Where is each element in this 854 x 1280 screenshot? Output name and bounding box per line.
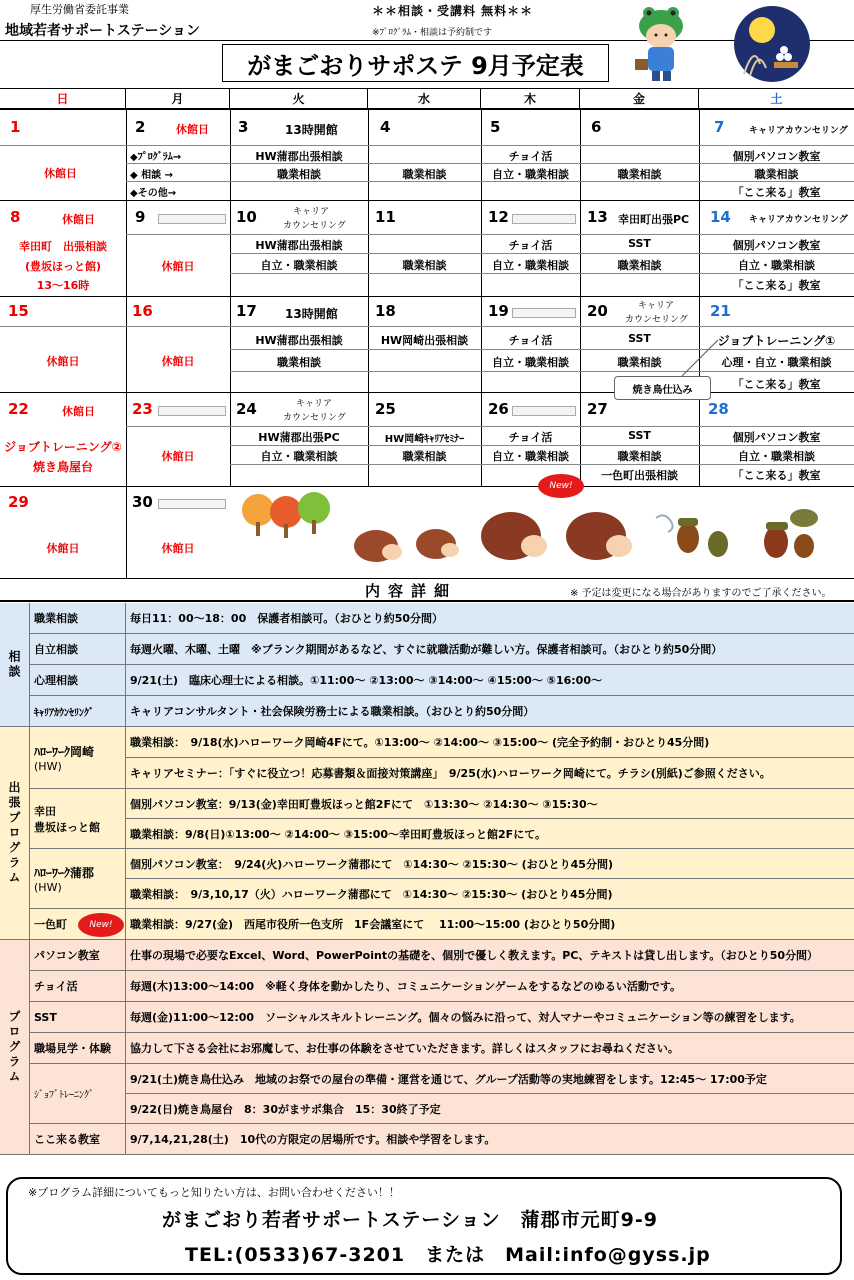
- date-3: 3: [238, 118, 249, 136]
- detail-hw-okazaki-1: 職業相談： 9/18(水)ハローワーク岡崎4Fにて。①13:00～ ②14:00～ ③15:00～ (完全予約制・おひとり45分間): [126, 727, 854, 758]
- new-badge-isshiki: New!: [538, 474, 584, 498]
- dow-mon: 月: [126, 88, 230, 110]
- event-26-choikatsu: チョイ活: [508, 431, 553, 444]
- cat-workplace: 職場見学・体験: [30, 1033, 126, 1064]
- event-20-sst: SST: [628, 332, 651, 345]
- date-1: 1: [10, 118, 21, 136]
- cat-hw-okazaki: ﾊﾛｰﾜｰｸ岡崎 (HW): [30, 727, 126, 789]
- cat-shinri: 心理相談: [30, 665, 126, 696]
- closed-label-23: 休館日: [161, 450, 195, 463]
- event-11-consult: 職業相談: [402, 259, 447, 272]
- date-8: 8: [10, 208, 21, 226]
- date-2: 2: [135, 118, 146, 136]
- org-label: 地域若者サポートステーション: [5, 23, 201, 39]
- closed-label-1: 休館日: [44, 167, 77, 180]
- title-box: [222, 44, 609, 82]
- event-21-consult: 心理・自立・職業相談: [721, 356, 832, 369]
- open-13-label-3: 13時開館: [285, 123, 338, 137]
- event-20-consult: 職業相談: [617, 356, 662, 369]
- event-24-hw: HW蒲郡出張PC: [258, 431, 340, 444]
- closed-label-16: 休館日: [161, 355, 195, 368]
- detail-jobtraining-1: 9/21(土)焼き鳥仕込み 地域のお祭での屋台の準備・運営を通じて、グループ活動等の実地練習をします。12:45～ 17:00予定: [126, 1064, 854, 1094]
- event-24-consult: 自立・職業相談: [260, 450, 338, 463]
- pc-koda-13: 幸田町出張PC: [618, 213, 690, 226]
- date-17: 17: [236, 302, 257, 320]
- event-12-choikatsu: チョイ活: [508, 239, 553, 252]
- event-22-yakitori: 焼き鳥屋台: [32, 460, 93, 474]
- date-4: 4: [380, 118, 391, 136]
- event-18-hw: HW岡崎出張相談: [380, 334, 469, 347]
- date-24: 24: [236, 400, 257, 418]
- career-counseling-7: キャリアカウンセリング: [749, 126, 848, 136]
- event-6-consult: 職業相談: [617, 168, 662, 181]
- dow-tue: 火: [230, 88, 368, 110]
- cat-jiritsu: 自立相談: [30, 634, 126, 665]
- legend-program: ◆ﾌﾟﾛｸﾞﾗﾑ→: [130, 152, 182, 163]
- date-28: 28: [708, 400, 729, 418]
- career-label-24b: カウンセリング: [283, 413, 346, 423]
- event-7-pc: 個別パソコン教室: [732, 150, 821, 163]
- event-19-choikatsu: チョイ活: [508, 334, 553, 347]
- group-consultation: 相談: [0, 603, 30, 727]
- career-label-20a: キャリア: [638, 301, 675, 311]
- sponsor-label: 厚生労働省委託事業: [30, 3, 129, 16]
- event-27-isshiki: 一色町出張相談: [601, 469, 678, 482]
- event-28-pc: 個別パソコン教室: [732, 431, 821, 444]
- event-10-hw: HW蒲郡出張相談: [255, 239, 343, 252]
- detail-hw-gamagori-2: 職業相談： 9/3,10,17（火）ハローワーク蒲郡にて ①14:30～ ②15:30～ (おひとり45分間): [126, 879, 854, 909]
- cat-choikatsu: チョイ活: [30, 971, 126, 1002]
- detail-pc: 仕事の現場で必要なExcel、Word、PowerPointの基礎を、個別で優しく教えます。PC、テキストは貸し出します。（おひとり50分間）: [126, 940, 854, 971]
- detail-koda-1: 個別パソコン教室：9/13(金)幸田町豊坂ほっと館2Fにて ①13:30～ ②14:30～ ③15:30～: [126, 789, 854, 819]
- detail-shinri: 9/21(土) 臨床心理士による相談。①11:00～ ②13:00～ ③14:00～ ④15:00～ ⑤16:00～: [126, 665, 854, 696]
- career-label-10a: キャリア: [293, 207, 330, 217]
- event-12-consult: 自立・職業相談: [492, 259, 569, 272]
- event-14-pc: 個別パソコン教室: [732, 239, 821, 252]
- event-4-consult: 職業相談: [402, 168, 447, 181]
- date-14: 14: [710, 208, 731, 226]
- details-change-note: ※ 予定は変更になる場合がありますのでご了承ください。: [570, 588, 832, 599]
- closed-label-22: 休館日: [62, 405, 95, 418]
- event-19-consult: 自立・職業相談: [492, 356, 569, 369]
- event-3-hw: HW蒲郡出張相談: [255, 150, 343, 163]
- date-9: 9: [135, 208, 146, 226]
- detail-career: キャリアコンサルタント・社会保険労務士による職業相談。（おひとり約50分間）: [126, 696, 854, 727]
- free-notice: ＊＊相談・受講料 無料＊＊: [372, 4, 534, 18]
- reservation-notice: ※ﾌﾟﾛｸﾞﾗﾑ・相談は予約制です: [372, 28, 493, 38]
- cat-shokugyo: 職業相談: [30, 603, 126, 634]
- legend-consult: ◆ 相談 →: [130, 170, 174, 181]
- closed-label-29: 休館日: [46, 542, 80, 555]
- callout-pointer: [680, 338, 720, 378]
- footer-org-address: がまごおり若者サポートステーション 蒲郡市元町9-9: [162, 1209, 658, 1231]
- detail-isshiki: 職業相談：9/27(金) 西尾市役所一色支所 1F会議室にて 11:00～15:00 (おひとり50分間): [126, 909, 854, 940]
- dow-sun: 日: [0, 88, 126, 110]
- date-20: 20: [587, 302, 608, 320]
- date-19: 19: [488, 302, 509, 320]
- career-label-20b: カウンセリング: [625, 315, 688, 325]
- date-26: 26: [488, 400, 509, 418]
- event-10-consult: 自立・職業相談: [260, 259, 338, 272]
- date-27: 27: [587, 400, 608, 418]
- date-25: 25: [375, 400, 396, 418]
- event-17-consult: 職業相談: [277, 356, 321, 369]
- date-29: 29: [8, 493, 29, 511]
- cat-career: ｷｬﾘｱｶｳﾝｾﾘﾝｸﾞ: [30, 696, 126, 727]
- event-26-consult: 自立・職業相談: [492, 450, 569, 463]
- closed-label-15: 休館日: [46, 355, 80, 368]
- career-label-24a: キャリア: [296, 399, 333, 409]
- date-7: 7: [714, 118, 725, 136]
- legend-other: ◆その他→: [130, 188, 177, 199]
- detail-hw-gamagori-1: 個別パソコン教室： 9/24(火)ハローワーク蒲郡にて ①14:30～ ②15:30～ (おひとり45分間): [126, 849, 854, 879]
- event-21-jobtraining: ジョブトレーニング①: [717, 334, 836, 348]
- detail-workplace: 協力して下さる会社にお邪魔して、お仕事の体験をさせていただきます。詳しくはスタッフにお尋ねください。: [126, 1033, 854, 1064]
- cat-pc: パソコン教室: [30, 940, 126, 971]
- event-27-sst: SST: [628, 429, 651, 442]
- date-15: 15: [8, 302, 29, 320]
- date-10: 10: [236, 208, 257, 226]
- date-5: 5: [490, 118, 501, 136]
- autumn-hedgehog-illustration: [236, 488, 846, 576]
- date-13: 13: [587, 208, 608, 226]
- date-16: 16: [132, 302, 153, 320]
- date-6: 6: [591, 118, 602, 136]
- event-22-jobtraining: ジョブトレーニング②: [4, 440, 122, 454]
- event-3-consult: 職業相談: [277, 168, 321, 181]
- event-17-hw: HW蒲郡出張相談: [255, 334, 343, 347]
- closed-label-9: 休館日: [161, 260, 195, 273]
- event-13-sst: SST: [628, 237, 651, 250]
- moon-viewing-illustration: [732, 4, 812, 84]
- closed-label-30: 休館日: [161, 542, 195, 555]
- event-28-consult: 自立・職業相談: [738, 450, 815, 463]
- event-8-koda: 幸田町 出張相談: [19, 240, 107, 253]
- dow-thu: 木: [481, 88, 580, 110]
- group-outreach: 出張プログラム: [0, 727, 30, 940]
- cat-jobtraining: ｼﾞｮﾌﾞﾄﾚｰﾆﾝｸﾞ: [30, 1064, 126, 1124]
- detail-sst: 毎週(金)11:00～12:00 ソーシャルスキルトレーニング。個々の悩みに沿って、対人マナーやコミュニケーション等の練習をします。: [126, 1002, 854, 1033]
- detail-kokokuru: 9/7,14,21,28(土) 10代の方限定の居場所です。相談や学習をします。: [126, 1124, 854, 1155]
- closed-label-8: 休館日: [62, 213, 95, 226]
- event-7-kokokuru: 「ここ来る」教室: [732, 186, 821, 199]
- event-8-time: 13～16時: [36, 279, 90, 292]
- date-18: 18: [375, 302, 396, 320]
- event-25-hw: HW岡崎ｷｬﾘｱｾﾐﾅｰ: [384, 434, 465, 445]
- event-5-consult: 自立・職業相談: [492, 168, 569, 181]
- event-28-kokokuru: 「ここ来る」教室: [732, 469, 821, 482]
- dow-sat: 土: [699, 88, 854, 110]
- details-heading: 内容詳細: [365, 582, 458, 600]
- event-7-consult: 職業相談: [754, 168, 799, 181]
- dow-wed: 水: [368, 88, 481, 110]
- event-27-consult: 職業相談: [617, 450, 662, 463]
- detail-hw-okazaki-2: キャリアセミナー：「すぐに役立つ！応募書類＆面接対策講座」 9/25(水)ハローワーク岡崎にて。チラシ(別紙)ご参照ください。: [126, 758, 854, 789]
- detail-jobtraining-2: 9/22(日)焼き鳥屋台 8：30がまサポ集合 15：30終了予定: [126, 1094, 854, 1124]
- cat-hw-gamagori: ﾊﾛｰﾜｰｸ蒲郡 (HW): [30, 849, 126, 909]
- date-23: 23: [132, 400, 153, 418]
- footer-note: ※プログラム詳細についてもっと知りたい方は、お問い合わせください！！: [28, 1186, 400, 1199]
- event-25-consult: 職業相談: [402, 450, 447, 463]
- event-21-kokokuru: 「ここ来る」教室: [732, 378, 821, 391]
- date-30: 30: [132, 493, 153, 511]
- detail-jiritsu: 毎週火曜、木曜、土曜 ※ブランク期間があるなど、すぐに就職活動が難しい方。保護者相談可。（おひとり約50分間）: [126, 634, 854, 665]
- cat-isshiki: 一色町: [30, 909, 126, 940]
- date-22: 22: [8, 400, 29, 418]
- cat-kokokuru: ここ来る教室: [30, 1124, 126, 1155]
- cat-koda: 幸田 豊坂ほっと館: [30, 789, 126, 849]
- detail-choikatsu: 毎週(木)13:00～14:00 ※軽く身体を動かしたり、コミュニケーションゲームをするなどのゆるい活動です。: [126, 971, 854, 1002]
- group-program: プログラム: [0, 940, 30, 1155]
- event-5-choikatsu: チョイ活: [508, 150, 553, 163]
- career-counseling-14: キャリアカウンセリング: [749, 215, 848, 225]
- yakitori-prep-callout: 焼き鳥仕込み: [614, 376, 711, 400]
- footer-contact[interactable]: TEL:(0533)67-3201 または Mail:info@gyss.jp: [185, 1244, 711, 1266]
- closed-label-2: 休館日: [176, 123, 209, 136]
- event-13-consult: 職業相談: [617, 259, 662, 272]
- date-11: 11: [375, 208, 396, 226]
- cat-sst: SST: [30, 1002, 126, 1033]
- event-14-kokokuru: 「ここ来る」教室: [732, 279, 821, 292]
- date-21: 21: [710, 302, 731, 320]
- event-8-place: (豊坂ほっと館): [24, 260, 102, 273]
- date-12: 12: [488, 208, 509, 226]
- new-badge-isshiki-detail: New!: [78, 913, 124, 937]
- dow-fri: 金: [580, 88, 699, 110]
- open-13-label-17: 13時開館: [285, 307, 338, 321]
- event-14-consult: 自立・職業相談: [738, 259, 815, 272]
- detail-shokugyo: 毎日11：00～18：00 保護者相談可。（おひとり約50分間）: [126, 603, 854, 634]
- career-label-10b: カウンセリング: [283, 221, 346, 231]
- header-divider: [0, 40, 854, 41]
- detail-koda-2: 職業相談：9/8(日)①13:00～ ②14:00～ ③15:00～幸田町豊坂ほっと館2Fにて。: [126, 819, 854, 849]
- page-title: がまごおりサポステ 9月予定表: [247, 51, 584, 80]
- frog-mascot-illustration: [630, 4, 692, 84]
